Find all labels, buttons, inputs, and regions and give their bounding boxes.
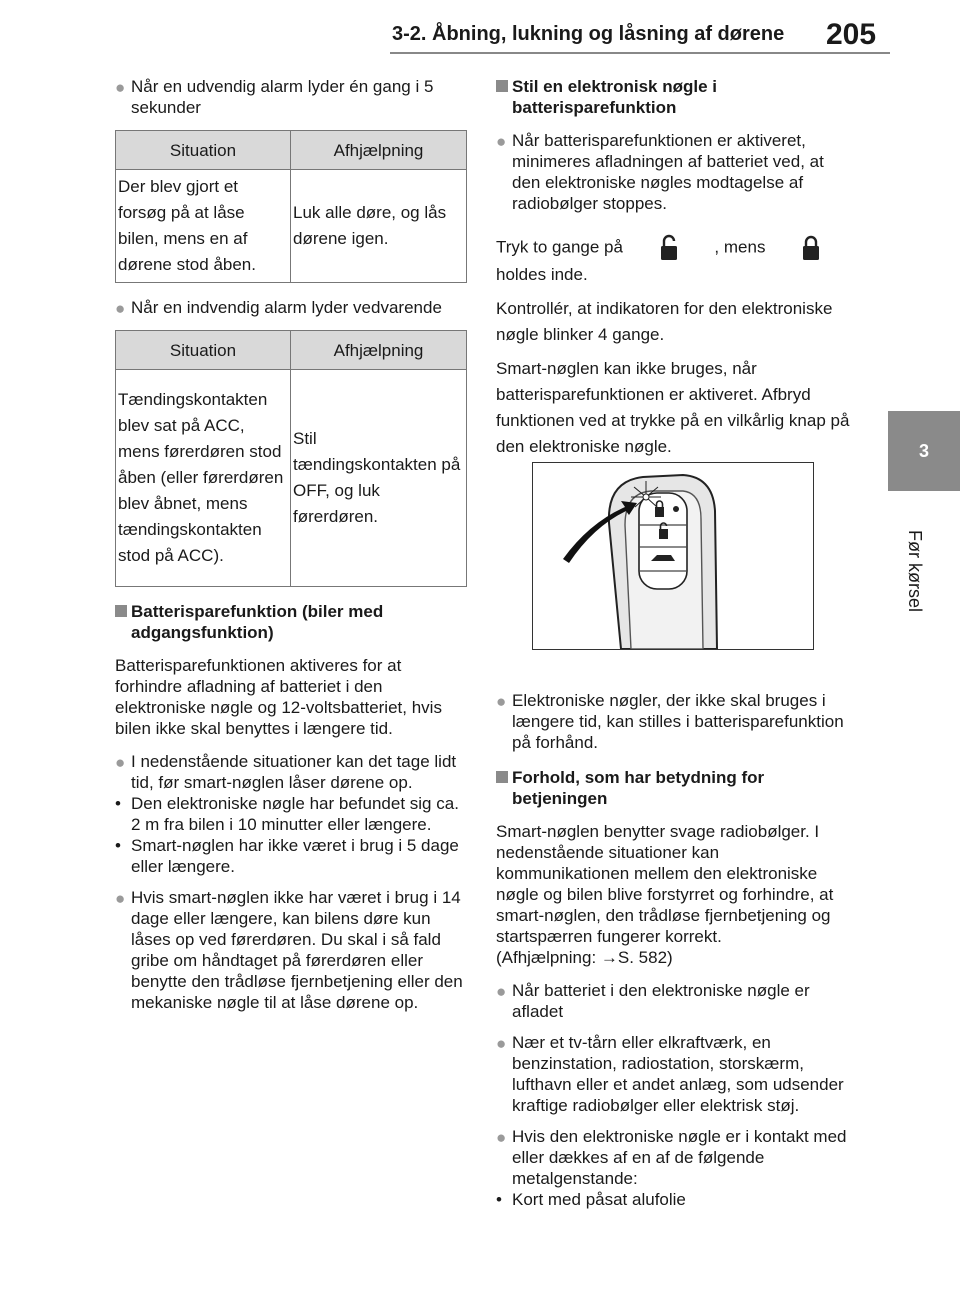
sub-item: [496, 1189, 856, 1210]
section-title: 3-2. Åbning, lukning og låsning af dørene: [392, 23, 785, 45]
bullet-text: Når batteriet i den elektroniske nøgle er afladet: [512, 981, 810, 1021]
circle-bullet-icon: ●: [115, 753, 126, 772]
sub-item: [115, 793, 467, 835]
heading-text: Stil en elektronisk nøgle i batterisparefunktion: [512, 77, 717, 117]
bullet-item: [115, 297, 467, 318]
press-middle: , mens: [714, 237, 766, 257]
alarm-table-inside: [115, 330, 467, 587]
bullet-item: [496, 130, 856, 214]
heading-text: Forhold, som har betydning for betjeningen: [512, 768, 765, 808]
table-header-remedy: Afhjælpning: [291, 331, 467, 370]
bullet-text: Når batterisparefunktionen er aktiveret, minimeres afladningen af batteriet ved, at den elektroniske nøgles modtagelse af radiobølger stoppes.: [512, 131, 824, 213]
bullet-text: I nedenstående situationer kan det tage lidt tid, før smart-nøglen låser dørene op.: [131, 752, 457, 792]
bullet-text: Hvis smart-nøglen ikke har været i brug i 14 dage eller længere, kan bilens døre kun låses op ved førerdøren. Du skal i så fald gribe om håndtaget på førerdøren eller benytte den trådløse fjernbetjening eller den mekaniske nøgle til at låse dørene op.: [131, 888, 463, 1012]
section-heading: [115, 601, 467, 643]
table-header-remedy: Afhjælpning: [291, 131, 467, 170]
circle-bullet-icon: ●: [496, 132, 507, 151]
bullet-text: Når en udvendig alarm lyder én gang i 5 sekunder: [131, 77, 434, 117]
table-cell-remedy: Stil tændingskontakten på OFF, og luk førerdøren.: [291, 370, 467, 587]
circle-bullet-icon: ●: [496, 1034, 507, 1053]
bullet-text: Når en indvendig alarm lyder vedvarende: [131, 298, 442, 317]
paragraph: Smart-nøglen benytter svage radiobølger. I nedenstående situationer kan kommunikationen mellem den elektroniske nøgle og bilen blive forstyrret og forhindre, at smart-nøglen, den trådløse fjernbetjening og startspærren fungerer korrekt.: [496, 822, 834, 946]
bullet-text: Nær et tv-tårn eller elkraftværk, en benzinstation, radiostation, storskærm, lufthavn eller et andet anlæg, som udsender kraftige radiobølger eller elektrisk støj.: [512, 1033, 844, 1115]
chapter-label: Før kørsel: [905, 530, 925, 612]
square-heading-icon: [115, 605, 127, 617]
square-heading-icon: [496, 771, 508, 783]
bullet-item: [496, 1126, 856, 1210]
circle-bullet-icon: ●: [496, 1128, 507, 1147]
circle-bullet-icon: ●: [496, 982, 507, 1001]
bullet-text: Elektroniske nøgler, der ikke skal bruges i længere tid, kan stilles i batterisparefunktion på forhånd.: [512, 691, 844, 752]
smart-key-illustration: [533, 463, 813, 649]
dot-marker: •: [115, 794, 121, 813]
bullet-item: [496, 1032, 856, 1116]
sub-item-text: Den elektroniske nøgle har befundet sig ca. 2 m fra bilen i 10 minutter eller længere.: [131, 794, 459, 834]
bullet-item: [115, 887, 467, 1013]
table-cell-situation: Tændingskontakten blev sat på ACC, mens førerdøren stod åben (eller førerdøren blev åbnet, mens tændingskontakten stod på ACC).: [116, 370, 291, 587]
dot-marker: •: [115, 836, 121, 855]
section-heading: [496, 767, 856, 809]
table-header-situation: Situation: [116, 331, 291, 370]
lock-icon: [802, 234, 820, 262]
circle-bullet-icon: ●: [496, 692, 507, 711]
table-header-situation: Situation: [116, 131, 291, 170]
chapter-tab: 3: [888, 411, 960, 491]
circle-bullet-icon: ●: [115, 78, 126, 97]
section-heading: [496, 76, 856, 118]
header-rule: [390, 52, 890, 54]
press-instruction: [496, 234, 856, 288]
sub-item: [115, 835, 467, 877]
sub-item-text: Kort med påsat alufolie: [512, 1190, 686, 1209]
square-heading-icon: [496, 80, 508, 92]
page-number: 205: [826, 18, 877, 51]
reference: (Afhjælpning: →S. 582): [496, 948, 673, 967]
bullet-item: [115, 76, 467, 118]
dot-marker: •: [496, 1190, 502, 1209]
press-suffix: holdes inde.: [496, 265, 588, 284]
sub-item-text: Smart-nøglen har ikke været i brug i 5 dage eller længere.: [131, 836, 459, 876]
press-prefix: Tryk to gange på: [496, 237, 623, 257]
bullet-item: [496, 980, 856, 1022]
unlock-icon: [660, 234, 678, 262]
bullet-item: [115, 751, 467, 877]
circle-bullet-icon: ●: [115, 299, 126, 318]
bullet-text: Hvis den elektroniske nøgle er i kontakt med eller dækkes af en af de følgende metalgenstande:: [512, 1127, 847, 1188]
bullet-item: [496, 690, 856, 753]
table-cell-remedy: Luk alle døre, og lås dørene igen.: [291, 170, 467, 283]
alarm-table-outside: [115, 130, 467, 283]
heading-text: Batterisparefunktion (biler med adgangsfunktion): [131, 602, 384, 642]
left-column: [115, 76, 467, 1023]
paragraph: Batterisparefunktionen aktiveres for at forhindre afladning af batteriet i den elektroniske nøgle og 12-voltsbatteriet, hvis bilen ikke skal benyttes i længere tid.: [115, 656, 442, 738]
paragraph: Kontrollér, at indikatoren for den elektroniske nøgle blinker 4 gange.: [496, 299, 833, 344]
paragraph: Smart-nøglen kan ikke bruges, når batterisparefunktionen er aktiveret. Afbryd funktionen ved at trykke på en vilkårlig knap på den elektroniske nøgle.: [496, 359, 850, 456]
table-cell-situation: Der blev gjort et forsøg på at låse bilen, mens en af dørene stod åben.: [116, 170, 291, 283]
smart-key-figure: [532, 462, 814, 650]
circle-bullet-icon: ●: [115, 889, 126, 908]
